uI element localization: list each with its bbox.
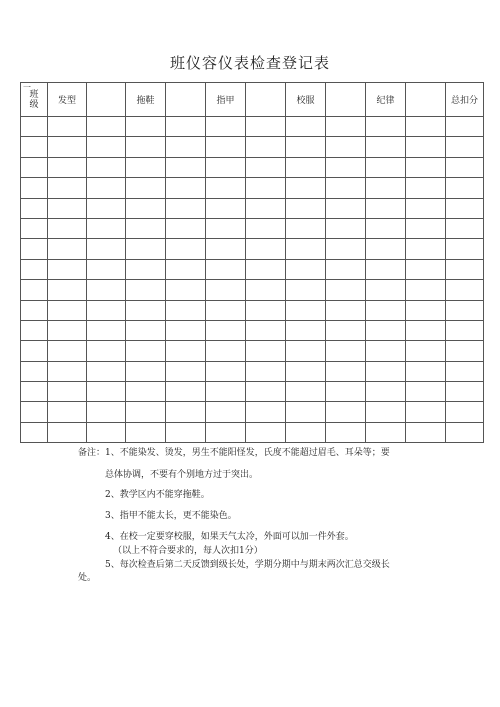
- table-cell[interactable]: [206, 259, 246, 279]
- table-cell[interactable]: [126, 198, 166, 218]
- table-cell[interactable]: [406, 300, 446, 320]
- table-cell[interactable]: [126, 382, 166, 402]
- header-uniform-score: [326, 83, 366, 117]
- table-cell[interactable]: [366, 382, 406, 402]
- table-cell[interactable]: [87, 300, 126, 320]
- table-cell[interactable]: [126, 239, 166, 259]
- table-cell[interactable]: [48, 280, 87, 300]
- table-cell[interactable]: [286, 117, 326, 137]
- table-cell[interactable]: [206, 422, 246, 442]
- table-cell[interactable]: [366, 178, 406, 198]
- table-cell[interactable]: [87, 198, 126, 218]
- header-discipline: 纪律: [366, 83, 406, 117]
- note-item-3: 3、指甲不能太长，更不能染色。: [105, 511, 237, 521]
- table-cell[interactable]: [48, 198, 87, 218]
- table-cell[interactable]: [87, 117, 126, 137]
- table-cell[interactable]: [126, 341, 166, 361]
- table-cell[interactable]: [286, 137, 326, 157]
- note-item-2: 2、教学区内不能穿拖鞋。: [105, 490, 210, 500]
- table-cell[interactable]: [48, 117, 87, 137]
- table-cell[interactable]: [366, 137, 406, 157]
- header-hairstyle-score: [87, 83, 126, 117]
- table-row: [21, 382, 484, 402]
- table-cell[interactable]: [286, 382, 326, 402]
- table-cell[interactable]: [326, 239, 366, 259]
- inspection-table: [20, 82, 484, 443]
- table-row: [21, 361, 484, 381]
- note-line-1b: 总体协调，不要有个别地方过于突出。: [105, 470, 259, 480]
- table-cell[interactable]: [87, 320, 126, 340]
- table-cell[interactable]: [246, 422, 286, 442]
- table-cell[interactable]: [21, 259, 48, 279]
- table-cell[interactable]: [286, 239, 326, 259]
- table-row: [21, 320, 484, 340]
- table-cell[interactable]: [286, 320, 326, 340]
- table-cell[interactable]: [166, 137, 206, 157]
- table-cell[interactable]: [446, 402, 484, 422]
- table-cell[interactable]: [87, 218, 126, 238]
- table-cell[interactable]: [166, 300, 206, 320]
- table-cell[interactable]: [326, 402, 366, 422]
- table-cell[interactable]: [166, 218, 206, 238]
- table-cell[interactable]: [366, 402, 406, 422]
- table-cell[interactable]: [206, 341, 246, 361]
- page-title: 班仪容仪表检查登记表: [169, 54, 330, 72]
- table-cell[interactable]: [446, 157, 484, 177]
- table-cell[interactable]: [206, 157, 246, 177]
- table-cell[interactable]: [326, 157, 366, 177]
- table-cell[interactable]: [21, 341, 48, 361]
- table-cell[interactable]: [48, 137, 87, 157]
- table-cell[interactable]: [87, 178, 126, 198]
- table-row: [21, 422, 484, 442]
- table-cell[interactable]: [406, 422, 446, 442]
- table-cell[interactable]: [406, 157, 446, 177]
- table-cell[interactable]: [48, 157, 87, 177]
- table-cell[interactable]: [206, 280, 246, 300]
- header-hairstyle: 发型: [48, 83, 87, 117]
- table-cell[interactable]: [87, 422, 126, 442]
- table-cell[interactable]: [48, 422, 87, 442]
- table-row: [21, 341, 484, 361]
- table-cell[interactable]: [246, 218, 286, 238]
- table-cell[interactable]: [446, 320, 484, 340]
- table-cell[interactable]: [406, 259, 446, 279]
- table-cell[interactable]: [246, 402, 286, 422]
- table-cell[interactable]: [366, 157, 406, 177]
- table-cell[interactable]: [87, 402, 126, 422]
- table-cell[interactable]: [48, 300, 87, 320]
- table-cell[interactable]: [366, 361, 406, 381]
- table-cell[interactable]: [48, 402, 87, 422]
- table-cell[interactable]: [366, 320, 406, 340]
- table-row: [21, 137, 484, 157]
- table-cell[interactable]: [406, 361, 446, 381]
- table-cell[interactable]: [286, 280, 326, 300]
- table-cell[interactable]: [166, 280, 206, 300]
- note-item-4b: （以上不符合要求的，每人次扣1分）: [113, 546, 263, 556]
- table-cell[interactable]: [206, 178, 246, 198]
- table-cell[interactable]: [48, 361, 87, 381]
- table-cell[interactable]: [326, 178, 366, 198]
- table-cell[interactable]: [326, 320, 366, 340]
- table-cell[interactable]: [126, 117, 166, 137]
- table-cell[interactable]: [126, 157, 166, 177]
- table-cell[interactable]: [21, 320, 48, 340]
- table-cell[interactable]: [87, 341, 126, 361]
- table-cell[interactable]: [446, 341, 484, 361]
- table-cell[interactable]: [246, 178, 286, 198]
- header-nails-score: [246, 83, 286, 117]
- table-cell[interactable]: [166, 239, 206, 259]
- table-cell[interactable]: [326, 361, 366, 381]
- table-row: [21, 259, 484, 279]
- table-cell[interactable]: [326, 198, 366, 218]
- table-body: [21, 117, 484, 443]
- table-cell[interactable]: [246, 320, 286, 340]
- table-cell[interactable]: [446, 117, 484, 137]
- table-cell[interactable]: [326, 341, 366, 361]
- table-cell[interactable]: [446, 259, 484, 279]
- table-cell[interactable]: [286, 402, 326, 422]
- header-discipline-score: [406, 83, 446, 117]
- table-cell[interactable]: [206, 137, 246, 157]
- table-cell[interactable]: [406, 218, 446, 238]
- table-cell[interactable]: [166, 157, 206, 177]
- table-cell[interactable]: [366, 300, 406, 320]
- table-cell[interactable]: [446, 218, 484, 238]
- table-row: [21, 117, 484, 137]
- table-cell[interactable]: [166, 382, 206, 402]
- table-cell[interactable]: [286, 218, 326, 238]
- header-uniform: 校服: [286, 83, 326, 117]
- table-row: [21, 157, 484, 177]
- table-cell[interactable]: [366, 422, 406, 442]
- table-cell[interactable]: [166, 422, 206, 442]
- table-cell[interactable]: [21, 137, 48, 157]
- table-cell[interactable]: [126, 259, 166, 279]
- table-cell[interactable]: [126, 402, 166, 422]
- table-cell[interactable]: [206, 300, 246, 320]
- table-cell[interactable]: [446, 300, 484, 320]
- table-cell[interactable]: [366, 341, 406, 361]
- table-cell[interactable]: [286, 422, 326, 442]
- table-cell[interactable]: [246, 280, 286, 300]
- table-cell[interactable]: [406, 280, 446, 300]
- table-cell[interactable]: [246, 341, 286, 361]
- header-class-dash: 一: [23, 83, 31, 92]
- table-cell[interactable]: [446, 198, 484, 218]
- table-cell[interactable]: [21, 402, 48, 422]
- table-cell[interactable]: [326, 300, 366, 320]
- table-cell[interactable]: [246, 361, 286, 381]
- table-cell[interactable]: [246, 157, 286, 177]
- table-cell[interactable]: [366, 259, 406, 279]
- table-cell[interactable]: [48, 239, 87, 259]
- table-cell[interactable]: [406, 382, 446, 402]
- table-cell[interactable]: [126, 300, 166, 320]
- table-cell[interactable]: [246, 198, 286, 218]
- table-cell[interactable]: [87, 137, 126, 157]
- table-cell[interactable]: [21, 239, 48, 259]
- table-cell[interactable]: [366, 239, 406, 259]
- note-item-5: 5、每次检查后第二天反馈到级长处，学期分期中与期末两次汇总交级长: [105, 560, 390, 570]
- table-cell[interactable]: [166, 402, 206, 422]
- table-cell[interactable]: [366, 280, 406, 300]
- table-cell[interactable]: [406, 178, 446, 198]
- table-cell[interactable]: [286, 361, 326, 381]
- table-cell[interactable]: [166, 198, 206, 218]
- table-cell[interactable]: [166, 178, 206, 198]
- table-cell[interactable]: [48, 218, 87, 238]
- table-cell[interactable]: [246, 259, 286, 279]
- table-row: [21, 198, 484, 218]
- table-cell[interactable]: [366, 198, 406, 218]
- table-cell[interactable]: [126, 137, 166, 157]
- table-cell[interactable]: [166, 259, 206, 279]
- table-cell[interactable]: [87, 382, 126, 402]
- table-cell[interactable]: [406, 320, 446, 340]
- table-cell[interactable]: [446, 361, 484, 381]
- table-cell[interactable]: [326, 117, 366, 137]
- note-item-5b: 处。: [78, 573, 97, 583]
- table-cell[interactable]: [326, 280, 366, 300]
- header-slippers-score: [166, 83, 206, 117]
- table-cell[interactable]: [406, 402, 446, 422]
- table-cell[interactable]: [126, 361, 166, 381]
- table-row: [21, 178, 484, 198]
- table-cell[interactable]: [21, 117, 48, 137]
- table-cell[interactable]: [326, 422, 366, 442]
- table-cell[interactable]: [326, 137, 366, 157]
- table-cell[interactable]: [326, 382, 366, 402]
- table-cell[interactable]: [286, 178, 326, 198]
- table-cell[interactable]: [246, 117, 286, 137]
- table-cell[interactable]: [206, 198, 246, 218]
- table-cell[interactable]: [48, 382, 87, 402]
- table-cell[interactable]: [286, 341, 326, 361]
- table-cell[interactable]: [286, 300, 326, 320]
- table-cell[interactable]: [246, 239, 286, 259]
- table-cell[interactable]: [166, 117, 206, 137]
- table-row: [21, 402, 484, 422]
- note-line-1: 备注：1、不能染发、烫发，男生不能阳怪发，氏度不能超过眉毛、耳朵等；要: [78, 448, 390, 458]
- table-cell[interactable]: [48, 259, 87, 279]
- table-cell[interactable]: [21, 361, 48, 381]
- table-cell[interactable]: [126, 178, 166, 198]
- header-total-deduction: 总扣分: [446, 83, 484, 117]
- table-cell[interactable]: [406, 239, 446, 259]
- header-row: [21, 83, 484, 117]
- note-item-4: 4、在校一定要穿校服，如果天气太冷，外面可以加一件外套。: [105, 532, 354, 542]
- table-cell[interactable]: [126, 422, 166, 442]
- table-cell[interactable]: [206, 402, 246, 422]
- table-cell[interactable]: [406, 137, 446, 157]
- table-cell[interactable]: [126, 320, 166, 340]
- header-nails: 指甲: [206, 83, 246, 117]
- table-cell[interactable]: [446, 137, 484, 157]
- table-cell[interactable]: [87, 239, 126, 259]
- table-cell[interactable]: [48, 341, 87, 361]
- table-cell[interactable]: [21, 218, 48, 238]
- table-row: [21, 300, 484, 320]
- table-cell[interactable]: [87, 157, 126, 177]
- table-row: [21, 280, 484, 300]
- table-cell[interactable]: [206, 218, 246, 238]
- table-cell[interactable]: [326, 218, 366, 238]
- table-row: [21, 239, 484, 259]
- table-cell[interactable]: [48, 178, 87, 198]
- table-cell[interactable]: [446, 422, 484, 442]
- table-cell[interactable]: [406, 341, 446, 361]
- table-cell[interactable]: [406, 198, 446, 218]
- table-cell[interactable]: [246, 382, 286, 402]
- table-cell[interactable]: [206, 239, 246, 259]
- table-cell[interactable]: [87, 259, 126, 279]
- table-cell[interactable]: [21, 382, 48, 402]
- table-cell[interactable]: [21, 422, 48, 442]
- table-cell[interactable]: [21, 198, 48, 218]
- table-cell[interactable]: [446, 239, 484, 259]
- header-class: [21, 83, 48, 117]
- table-cell[interactable]: [246, 300, 286, 320]
- header-slippers: 拖鞋: [126, 83, 166, 117]
- table-cell[interactable]: [166, 361, 206, 381]
- table-cell[interactable]: [48, 320, 87, 340]
- table-cell[interactable]: [286, 157, 326, 177]
- table-cell[interactable]: [446, 382, 484, 402]
- table-cell[interactable]: [87, 361, 126, 381]
- table-cell[interactable]: [21, 280, 48, 300]
- table-row: [21, 218, 484, 238]
- table-cell[interactable]: [206, 117, 246, 137]
- table-cell[interactable]: [286, 198, 326, 218]
- table-cell[interactable]: [366, 218, 406, 238]
- table-cell[interactable]: [21, 178, 48, 198]
- table-cell[interactable]: [446, 178, 484, 198]
- table-cell[interactable]: [286, 259, 326, 279]
- table-cell[interactable]: [126, 280, 166, 300]
- table-cell[interactable]: [206, 320, 246, 340]
- table-cell[interactable]: [366, 117, 406, 137]
- table-cell[interactable]: [126, 218, 166, 238]
- table-cell[interactable]: [21, 157, 48, 177]
- table-cell[interactable]: [326, 259, 366, 279]
- table-cell[interactable]: [21, 300, 48, 320]
- table-cell[interactable]: [206, 382, 246, 402]
- header-class-label: 班级: [29, 89, 39, 110]
- table-cell[interactable]: [246, 137, 286, 157]
- table-cell[interactable]: [166, 341, 206, 361]
- table-cell[interactable]: [87, 280, 126, 300]
- table-cell[interactable]: [446, 280, 484, 300]
- table-cell[interactable]: [406, 117, 446, 137]
- table-cell[interactable]: [166, 320, 206, 340]
- table-cell[interactable]: [206, 361, 246, 381]
